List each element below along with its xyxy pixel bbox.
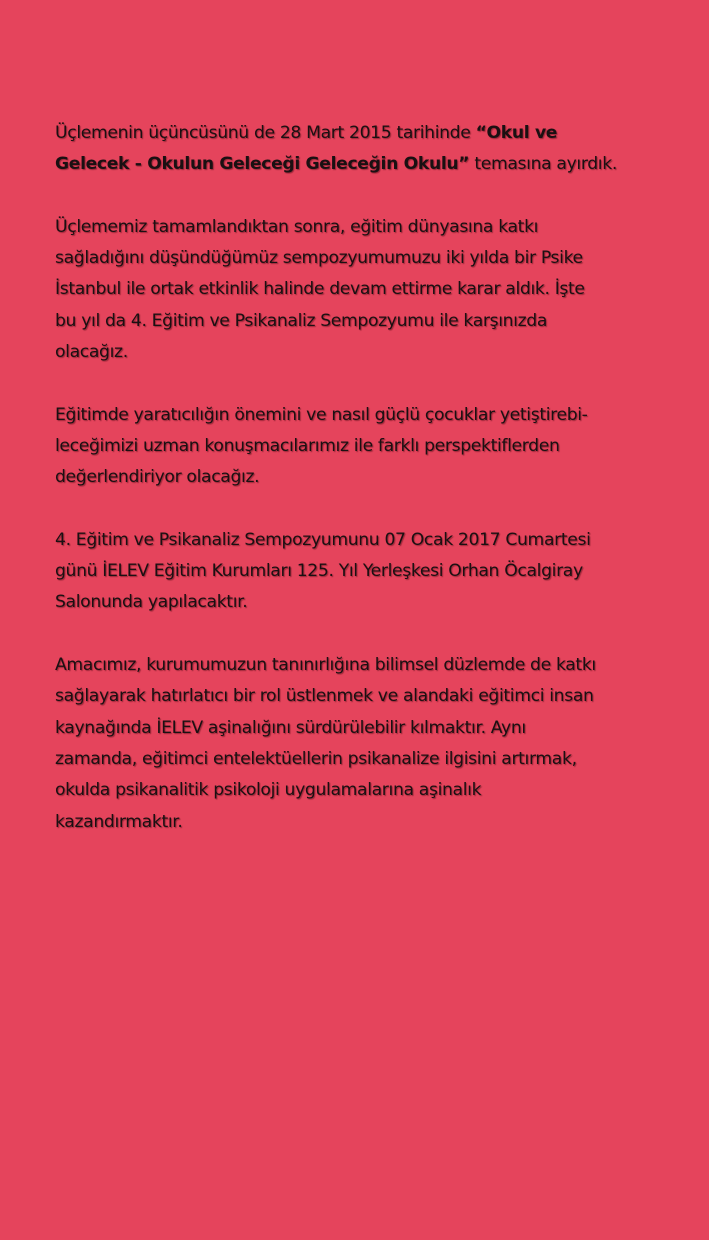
text-line <box>55 149 675 180</box>
theme-title-bold: Gelecek - Okulun Geleceği Geleceğin Okulu” <box>55 154 470 175</box>
paragraph-1 <box>55 118 675 181</box>
text-line: zamanda, eğitimci entelektüellerin psikanalize ilgisini artırmak, <box>55 748 577 769</box>
text-line: bu yıl da 4. Eğitim ve Psikanaliz Sempozyumu ile karşınızda <box>55 310 548 331</box>
text-line: 4. Eğitim ve Psikanaliz Sempozyumunu 07 Ocak 2017 Cumartesi <box>55 529 591 550</box>
text-line: Amacımız, kurumumuzun tanınırlığına bilimsel düzlemde de katkı <box>55 655 596 676</box>
text-run: temasına ayırdık. <box>469 154 617 175</box>
theme-title-bold: “Okul ve <box>475 123 558 143</box>
text-line: İstanbul ile ortak etkinlik halinde devam ettirme karar aldık. İşte <box>55 279 585 300</box>
text-line: okulda psikanalitik psikoloji uygulamalarına aşinalık <box>55 780 482 801</box>
text-line: değerlendiriyor olacağız. <box>55 467 260 488</box>
text-line: leceğimizi uzman konuşmacılarımız ile farklı perspektiflerden <box>55 435 560 456</box>
paragraph-4 <box>55 525 675 619</box>
text-line: günü İELEV Eğitim Kurumları 125. Yıl Yerleşkesi Orhan Öcalgiray <box>55 561 583 582</box>
text-line <box>55 118 675 149</box>
text-line: kaynağında İELEV aşinalığını sürdürülebilir kılmaktır. Aynı <box>55 717 526 738</box>
article-body <box>55 118 675 869</box>
text-line: sağladığını düşündüğümüz sempozyumumuzu iki yılda bir Psike <box>55 248 583 269</box>
text-line: Salonunda yapılacaktır. <box>55 592 248 613</box>
text-line: Eğitimde yaratıcılığın önemini ve nasıl güçlü çocuklar yetiştirebi- <box>55 404 588 425</box>
paragraph-2 <box>55 212 675 368</box>
text-line: Üçlememiz tamamlandıktan sonra, eğitim dünyasına katkı <box>55 216 539 237</box>
paragraph-5 <box>55 650 675 838</box>
paragraph-3 <box>55 400 675 494</box>
text-line: olacağız. <box>55 342 128 363</box>
text-line: kazandırmaktır. <box>55 811 183 832</box>
text-line: sağlayarak hatırlatıcı bir rol üstlenmek ve alandaki eğitimci insan <box>55 686 594 707</box>
text-run: Üçlemenin üçüncüsünü de 28 Mart 2015 tarihinde <box>55 123 476 143</box>
